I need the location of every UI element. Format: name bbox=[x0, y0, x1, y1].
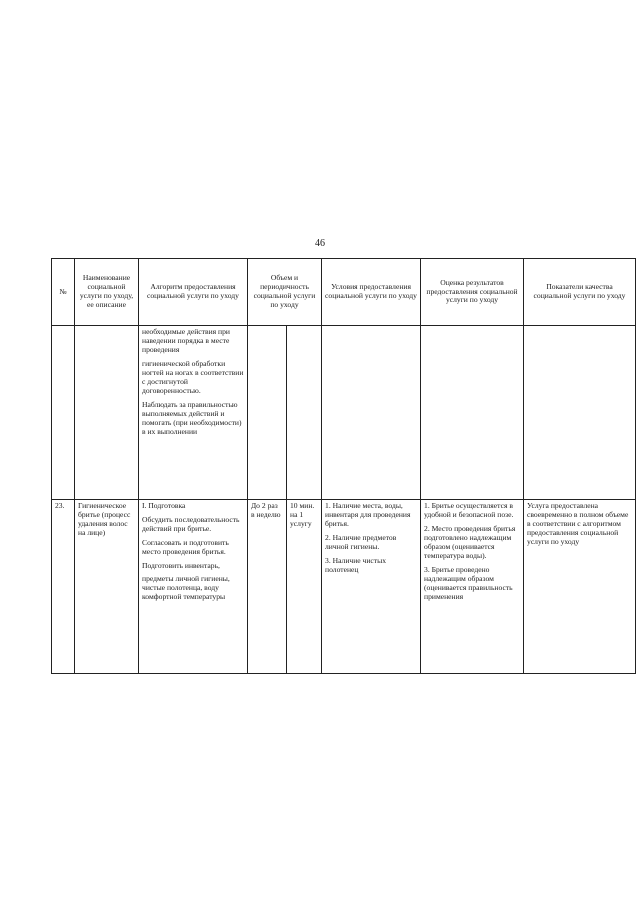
algorithm-step: Обсудить последовательность действий при бритье. bbox=[142, 514, 240, 533]
table-row-23 bbox=[52, 500, 636, 674]
cell-indicators bbox=[524, 326, 636, 500]
cell-conditions bbox=[322, 500, 421, 674]
header-algorithm: Алгоритм предоставления социальной услуги по уходу bbox=[139, 259, 248, 326]
cell-evaluation bbox=[421, 326, 524, 500]
algorithm-step: предметы личной гигиены, чистые полотенца, воду комфортной температуры bbox=[142, 573, 230, 601]
table-header-row bbox=[52, 259, 636, 326]
cell-service-name bbox=[75, 326, 139, 500]
header-conditions: Условия предоставления социальной услуги по уходу bbox=[322, 259, 421, 326]
cell-indicators: Услуга предоставлена своевременно в полном объеме в соответствии с алгоритмом предоставления социальной услуги по уходу bbox=[524, 500, 636, 674]
evaluation-item: 2. Место проведения бритья подготовлено надлежащим образом (оценивается температура воды). bbox=[424, 523, 516, 560]
cell-evaluation bbox=[421, 500, 524, 674]
algorithm-step: Согласовать и подготовить место проведения бритья. bbox=[142, 537, 229, 556]
header-indicators: Показатели качества социальной услуги по уходу bbox=[524, 259, 636, 326]
condition-item: 2. Наличие предметов личной гигиены. bbox=[325, 532, 397, 551]
algorithm-step: Подготовить инвентарь, bbox=[142, 560, 220, 570]
algorithm-step: Наблюдать за правильностью выполняемых действий и помогать (при необходимости) в их выполнении bbox=[142, 399, 242, 436]
header-volume: Объем и периодичность социальной услуги по уходу bbox=[248, 259, 322, 326]
cell-algorithm bbox=[139, 326, 248, 500]
condition-item: 3. Наличие чистых полотенец bbox=[325, 555, 387, 574]
header-number: № bbox=[52, 259, 75, 326]
table-row-continuation bbox=[52, 326, 636, 500]
cell-number bbox=[52, 326, 75, 500]
cell-volume: До 2 раз в неделю bbox=[248, 500, 287, 674]
algorithm-step: I. Подготовка bbox=[142, 501, 186, 510]
cell-conditions bbox=[322, 326, 421, 500]
condition-item: 1. Наличие места, воды, инвентаря для проведения бритья. bbox=[325, 501, 411, 528]
cell-periodicity: 10 мин. на 1 услугу bbox=[287, 500, 322, 674]
cell-periodicity bbox=[287, 326, 322, 500]
cell-volume bbox=[248, 326, 287, 500]
cell-service-name: Гигиеническое бритье (процесс удаления волос на лице) bbox=[75, 500, 139, 674]
service-table bbox=[51, 258, 636, 674]
header-evaluation: Оценка результатов предоставления социальной услуги по уходу bbox=[421, 259, 524, 326]
evaluation-item: 3. Бритье проведено надлежащим образом (оценивается правильность применения bbox=[424, 564, 513, 601]
algorithm-step: гигиенической обработки ногтей на ногах в соответствии с достигнутой договоренностью. bbox=[142, 358, 244, 395]
page-number: 46 bbox=[315, 238, 325, 249]
evaluation-item: 1. Бритье осуществляется в удобной и безопасной позе. bbox=[424, 501, 514, 519]
cell-number: 23. bbox=[52, 500, 75, 674]
algorithm-step: необходимые действия при наведении порядка в месте проведения bbox=[142, 327, 230, 354]
cell-algorithm bbox=[139, 500, 248, 674]
header-service-name: Наименование социальной услуги по уходу, ее описание bbox=[75, 259, 139, 326]
